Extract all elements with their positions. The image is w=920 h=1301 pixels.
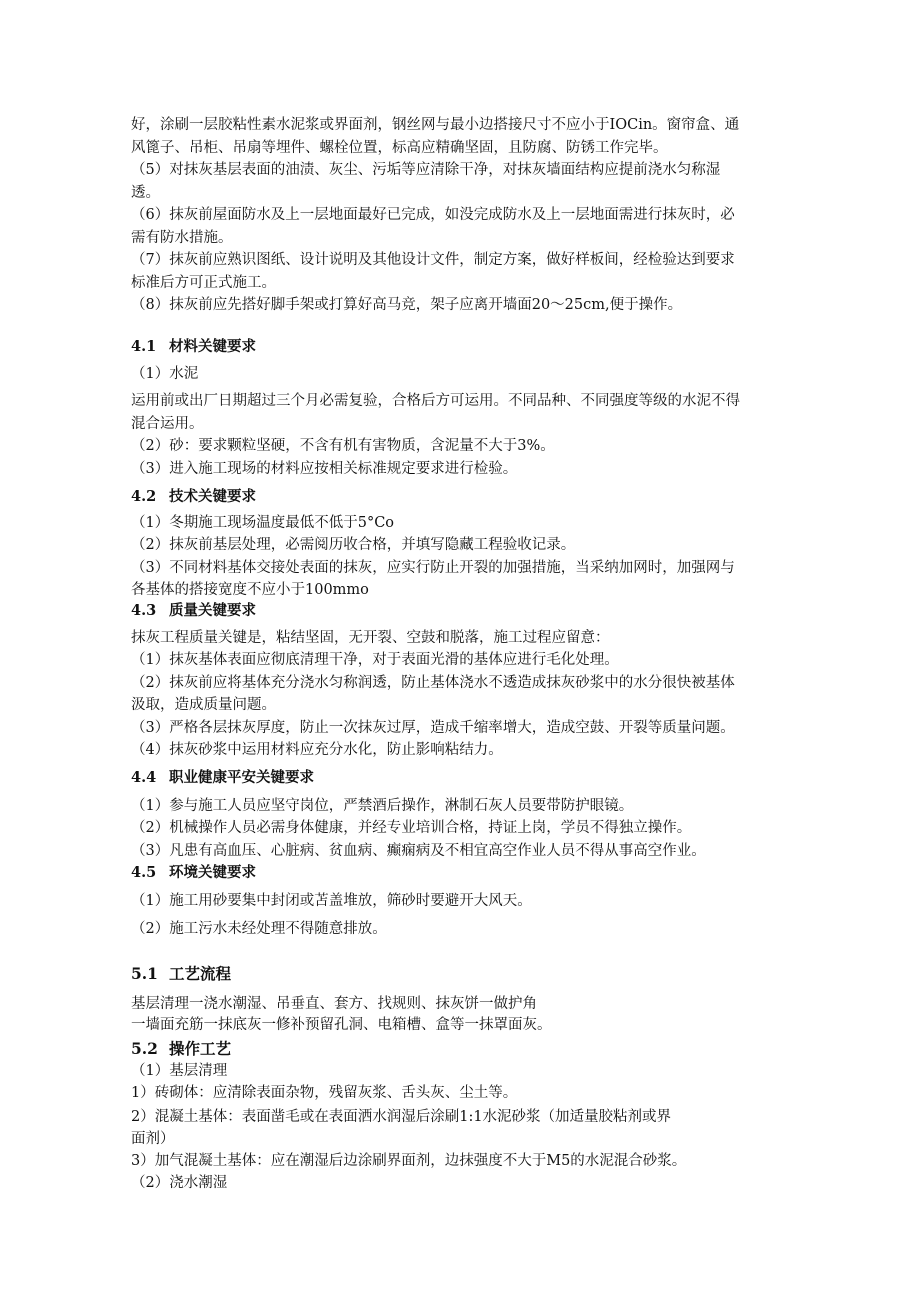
section-title: 环境关键要求: [169, 864, 256, 881]
text-line: 面剂）: [131, 1131, 175, 1147]
text-line: （2）抹灰前基层处理，必需阅历收合格，并填写隐藏工程验收记录。: [131, 537, 576, 553]
text-line: 需有防水措施。: [131, 230, 233, 246]
section-title: 职业健康平安关键要求: [169, 769, 314, 786]
section-number: 4.1: [131, 338, 157, 355]
text-line: （1）参与施工人员应坚守岗位，严禁酒后操作，淋制石灰人员要带防护眼镜。: [131, 798, 634, 814]
text-line: 3）加气混凝土基体：应在潮湿后边涂刷界面剂，边抹强度不大于M5的水泥混合砂浆。: [131, 1153, 687, 1169]
text-line: （4）抹灰砂浆中运用材料应充分水化，防止影响粘结力。: [131, 742, 503, 758]
text-line: （3）严格各层抹灰厚度，防止一次抹灰过厚，造成千缩率增大，造成空鼓、开裂等质量问题。: [131, 720, 735, 736]
text-line: （1）基层清理: [131, 1063, 228, 1079]
text-line: （7）抹灰前应熟识图纸、设计说明及其他设计文件，制定方案，做好样板间，经检验达到要求: [131, 252, 735, 268]
text-line: （3）凡患有高血压、心脏病、贫血病、癫痫病及不相宜高空作业人员不得从事高空作业。: [131, 843, 706, 859]
text-line: （2）浇水潮湿: [131, 1175, 228, 1191]
section-number: 4.5: [131, 864, 157, 881]
text-line: （3）不同材料基体交接处表面的抹灰，应实行防止开裂的加强措施，当采纳加网时，加强网与: [131, 560, 735, 576]
section-number: 5.1: [131, 964, 158, 983]
section-number: 5.2: [131, 1039, 158, 1058]
text-line: （1）抹灰基体表面应彻底清理干净，对于表面光滑的基体应进行毛化处理。: [131, 652, 619, 668]
text-line: 一墙面充筋一抹底灰一修补预留孔洞、电箱槽、盒等一抹罩面灰。: [131, 1017, 552, 1033]
text-line: （2）砂：要求颗粒坚硬，不含有机有害物质，含泥量不大于3%。: [131, 438, 555, 454]
section-title: 操作工艺: [169, 1039, 232, 1058]
section-number: 4.3: [131, 602, 157, 619]
text-line: 1）砖砌体：应清除表面杂物，残留灰浆、舌头灰、尘土等。: [131, 1085, 518, 1101]
text-line: 各基体的搭接宽度不应小于100mmo: [131, 582, 369, 598]
section-number: 4.4: [131, 769, 157, 786]
text-line: （1）施工用砂要集中封闭或苫盖堆放，筛砂时要避开大风天。: [131, 893, 532, 909]
section-number: 4.2: [131, 488, 157, 505]
text-line: （2）抹灰前应将基体充分浇水匀称润透，防止基体浇水不透造成抹灰砂浆中的水分很快被基体: [131, 675, 735, 691]
text-line: 抹灰工程质量关键是，粘结坚固，无开裂、空鼓和脱落，施工过程应留意：: [131, 630, 610, 646]
section-heading: [131, 601, 256, 621]
section-heading: [131, 964, 231, 984]
text-line: 透。: [131, 185, 160, 201]
text-line: （2）施工污水未经处理不得随意排放。: [131, 921, 387, 937]
text-line: 基层清理一浇水潮湿、吊垂直、套方、找规则、抹灰饼一做护角: [131, 996, 537, 1012]
text-line: （2）机械操作人员必需身体健康，并经专业培训合格，持证上岗，学员不得独立操作。: [131, 820, 692, 836]
text-line: 运用前或出厂日期超过三个月必需复验，合格后方可运用。不同品种、不同强度等级的水泥不得: [131, 393, 740, 409]
text-line: 风篦子、吊柜、吊扇等埋件、螺栓位置，标高应精确坚固，且防腐、防锈工作完毕。: [131, 140, 668, 156]
text-line: 汲取，造成质量问题。: [131, 697, 276, 713]
section-title: 质量关键要求: [169, 602, 256, 619]
section-heading: [131, 768, 314, 788]
section-heading: [131, 1039, 231, 1059]
text-line: 好，涂刷一层胶粘性素水泥浆或界面剂，钢丝网与最小边搭接尺寸不应小于IOCin。窗帘盒、通: [131, 117, 740, 133]
text-line: （1）冬期施工现场温度最低不低于5°Co: [131, 515, 395, 531]
text-line: （1）水泥: [131, 366, 199, 382]
section-heading: [131, 863, 256, 883]
text-line: （5）对抹灰基层表面的油渍、灰尘、污垢等应清除干净，对抹灰墙面结构应提前浇水匀称湿: [131, 162, 721, 178]
text-line: 标准后方可正式施工。: [131, 275, 276, 291]
section-title: 材料关键要求: [169, 338, 256, 355]
text-line: （8）抹灰前应先搭好脚手架或打算好高马竞，架子应离开墙面20～25cm,便于操作。: [131, 297, 683, 313]
section-heading: [131, 337, 256, 357]
section-title: 工艺流程: [169, 964, 232, 983]
text-line: （3）进入施工现场的材料应按相关标准规定要求进行检验。: [131, 461, 518, 477]
text-line: （6）抹灰前屋面防水及上一层地面最好已完成，如没完成防水及上一层地面需进行抹灰时，必: [131, 207, 735, 223]
section-title: 技术关键要求: [169, 488, 256, 505]
text-line: 2）混凝土基体：表面凿毛或在表面洒水润湿后涂刷1:1水泥砂浆（加适量胶粘剂或界: [131, 1109, 672, 1125]
section-heading: [131, 487, 256, 507]
text-line: 混合运用。: [131, 416, 204, 432]
